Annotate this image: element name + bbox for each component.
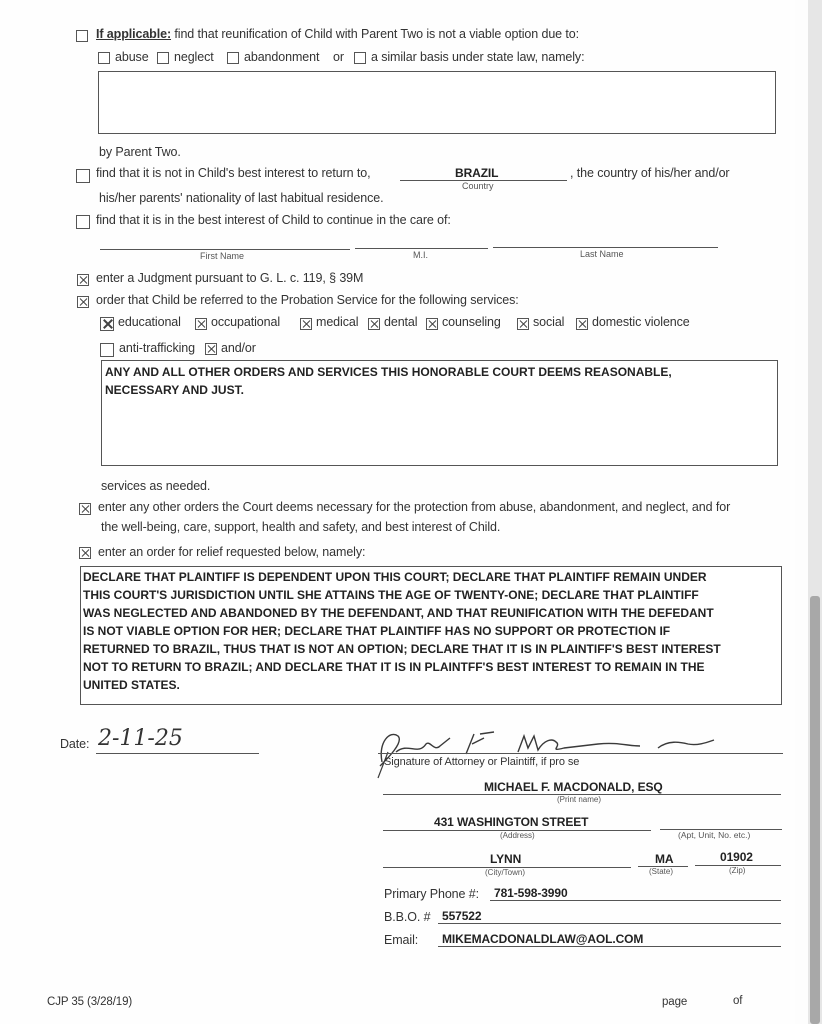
email-line bbox=[438, 946, 781, 947]
last-name-label: Last Name bbox=[580, 249, 624, 259]
judgment-checkbox[interactable] bbox=[77, 274, 89, 286]
service-social-label: social bbox=[533, 315, 565, 329]
services-as-needed-label: services as needed. bbox=[101, 479, 211, 493]
other-services-value: ANY AND ALL OTHER ORDERS AND SERVICES THIS HONORABLE COURT DEEMS REASONABLE, NECESSARY AND JUST. bbox=[105, 365, 672, 397]
relief-line: DECLARE THAT PLAINTIFF IS DEPENDENT UPON THIS COURT; DECLARE THAT PLAINTIFF REMAIN UNDER bbox=[83, 570, 707, 584]
signature-label: Signature of Attorney or Plaintiff, if pro se bbox=[384, 756, 580, 768]
service-anti-trafficking-label: anti-trafficking bbox=[119, 341, 195, 355]
city-label: (City/Town) bbox=[485, 868, 526, 877]
date-value[interactable]: 2-11-25 bbox=[98, 726, 183, 751]
return-country-text: find that it is not in Child's best interest to return to, bbox=[96, 166, 371, 180]
service-counseling-checkbox[interactable] bbox=[426, 318, 438, 330]
relief-line: RETURNED TO BRAZIL, THUS THAT IS NOT AN OPTION; DECLARE THAT IT IS IN PLAINTIFF'S BEST INTEREST bbox=[83, 642, 721, 656]
relief-line: IS NOT VIABLE OPTION FOR HER; DECLARE THAT PLAINTIFF HAS NO SUPPORT OR PROTECTION IF bbox=[83, 624, 671, 638]
care-of-text: find that it is in the best interest of Child to continue in the care of: bbox=[96, 213, 451, 227]
relief-line: WAS NEGLECTED AND ABANDONED BY THE DEFENDANT, AND THAT REUNIFICATION WITH THE DEFEDANT bbox=[83, 606, 714, 620]
similar-basis-checkbox[interactable] bbox=[354, 52, 366, 64]
apt-label: (Apt, Unit, No. etc.) bbox=[678, 830, 751, 840]
phone-line bbox=[490, 900, 781, 901]
abuse-checkbox[interactable] bbox=[98, 52, 110, 64]
service-counseling-label: counseling bbox=[442, 315, 501, 329]
bbo-label: B.B.O. # bbox=[384, 910, 431, 924]
service-anti-trafficking-checkbox[interactable] bbox=[100, 343, 114, 357]
if-applicable-label: If applicable: bbox=[96, 27, 172, 41]
service-occupational-checkbox[interactable] bbox=[195, 318, 207, 330]
bbo-value[interactable]: 557522 bbox=[442, 909, 482, 923]
reunification-description: find that reunification of Child with Parent Two is not a viable option due to: bbox=[174, 27, 580, 41]
by-parent-two-label: by Parent Two. bbox=[99, 145, 181, 159]
relief-textbox[interactable] bbox=[80, 566, 782, 705]
return-country-suffix: , the country of his/her and/or bbox=[570, 166, 730, 180]
service-educational-checkbox[interactable] bbox=[100, 317, 114, 331]
print-name-label: (Print name) bbox=[557, 795, 602, 804]
nationality-text: his/her parents' nationality of last habitual residence. bbox=[99, 191, 384, 205]
reunification-checkbox[interactable] bbox=[76, 30, 88, 42]
probation-checkbox[interactable] bbox=[77, 296, 89, 308]
first-name-label: First Name bbox=[200, 251, 245, 261]
signature-image bbox=[368, 722, 728, 780]
print-name-value[interactable]: MICHAEL F. MACDONALD, ESQ bbox=[484, 780, 663, 794]
neglect-label: neglect bbox=[174, 50, 214, 64]
service-educational-label: educational bbox=[118, 315, 181, 329]
service-domestic-violence-checkbox[interactable] bbox=[576, 318, 588, 330]
relief-checkbox[interactable] bbox=[79, 547, 91, 559]
service-dental-checkbox[interactable] bbox=[368, 318, 380, 330]
other-services-textbox[interactable] bbox=[101, 360, 778, 466]
address-label: (Address) bbox=[500, 831, 535, 840]
address-value[interactable]: 431 WASHINGTON STREET bbox=[434, 815, 589, 829]
service-medical-label: medical bbox=[316, 315, 359, 329]
first-name-line[interactable] bbox=[100, 249, 350, 250]
neglect-checkbox[interactable] bbox=[157, 52, 169, 64]
date-label: Date: bbox=[60, 737, 90, 751]
service-and-or-label: and/or bbox=[221, 341, 256, 355]
relief-line: THIS COURT'S JURISDICTION UNTIL SHE ATTAINS THE AGE OF TWENTY-ONE; DECLARE THAT PLAINTIFF bbox=[83, 588, 699, 602]
state-value[interactable]: MA bbox=[655, 852, 674, 866]
relief-line: NOT TO RETURN TO BRAZIL; AND DECLARE THAT IT IS IN PLAINTFF'S BEST INTEREST TO REMAIN IN THE bbox=[83, 660, 705, 674]
service-social-checkbox[interactable] bbox=[517, 318, 529, 330]
email-value[interactable]: MIKEMACDONALDLAW@AOL.COM bbox=[442, 932, 644, 946]
reunification-text bbox=[96, 27, 579, 41]
country-field-label: Country bbox=[462, 181, 494, 191]
scrollbar-thumb[interactable] bbox=[810, 596, 820, 1024]
of-label: of bbox=[733, 995, 743, 1007]
city-value[interactable]: LYNN bbox=[490, 852, 522, 866]
page-label: page bbox=[662, 996, 688, 1008]
other-orders-text-line2: the well-being, care, support, health and safety, and best interest of Child. bbox=[101, 520, 501, 534]
zip-label: (Zip) bbox=[729, 866, 746, 875]
similar-basis-label: a similar basis under state law, namely: bbox=[371, 50, 585, 64]
care-of-checkbox[interactable] bbox=[76, 215, 90, 229]
other-orders-checkbox[interactable] bbox=[79, 503, 91, 515]
return-country-checkbox[interactable] bbox=[76, 169, 90, 183]
phone-value[interactable]: 781-598-3990 bbox=[494, 886, 568, 900]
abuse-label: abuse bbox=[115, 50, 149, 64]
or-label: or bbox=[333, 50, 344, 64]
namely-textbox[interactable] bbox=[98, 71, 776, 134]
service-occupational-label: occupational bbox=[211, 315, 280, 329]
service-domestic-violence-label: domestic violence bbox=[592, 315, 690, 329]
judgment-text: enter a Judgment pursuant to G. L. c. 119, § 39M bbox=[96, 271, 364, 285]
form-id: CJP 35 (3/28/19) bbox=[47, 996, 133, 1008]
abandonment-label: abandonment bbox=[244, 50, 320, 64]
relief-line: UNITED STATES. bbox=[83, 678, 180, 692]
mi-line[interactable] bbox=[355, 248, 488, 249]
last-name-line[interactable] bbox=[493, 247, 718, 248]
service-medical-checkbox[interactable] bbox=[300, 318, 312, 330]
relief-text: enter an order for relief requested below, namely: bbox=[98, 545, 366, 559]
probation-text: order that Child be referred to the Probation Service for the following services: bbox=[96, 293, 519, 307]
bbo-line bbox=[438, 923, 781, 924]
date-line bbox=[96, 753, 259, 754]
service-dental-label: dental bbox=[384, 315, 418, 329]
abandonment-checkbox[interactable] bbox=[227, 52, 239, 64]
email-label: Email: bbox=[384, 933, 419, 947]
service-and-or-checkbox[interactable] bbox=[205, 343, 217, 355]
zip-value[interactable]: 01902 bbox=[720, 850, 753, 864]
phone-label: Primary Phone #: bbox=[384, 887, 479, 901]
mi-label: M.I. bbox=[413, 250, 428, 260]
country-value[interactable]: BRAZIL bbox=[455, 166, 499, 180]
other-orders-text-line1: enter any other orders the Court deems necessary for the protection from abuse, abandonment, and neglect, and for bbox=[98, 500, 731, 514]
state-label: (State) bbox=[649, 867, 674, 876]
signature-line bbox=[378, 753, 783, 754]
